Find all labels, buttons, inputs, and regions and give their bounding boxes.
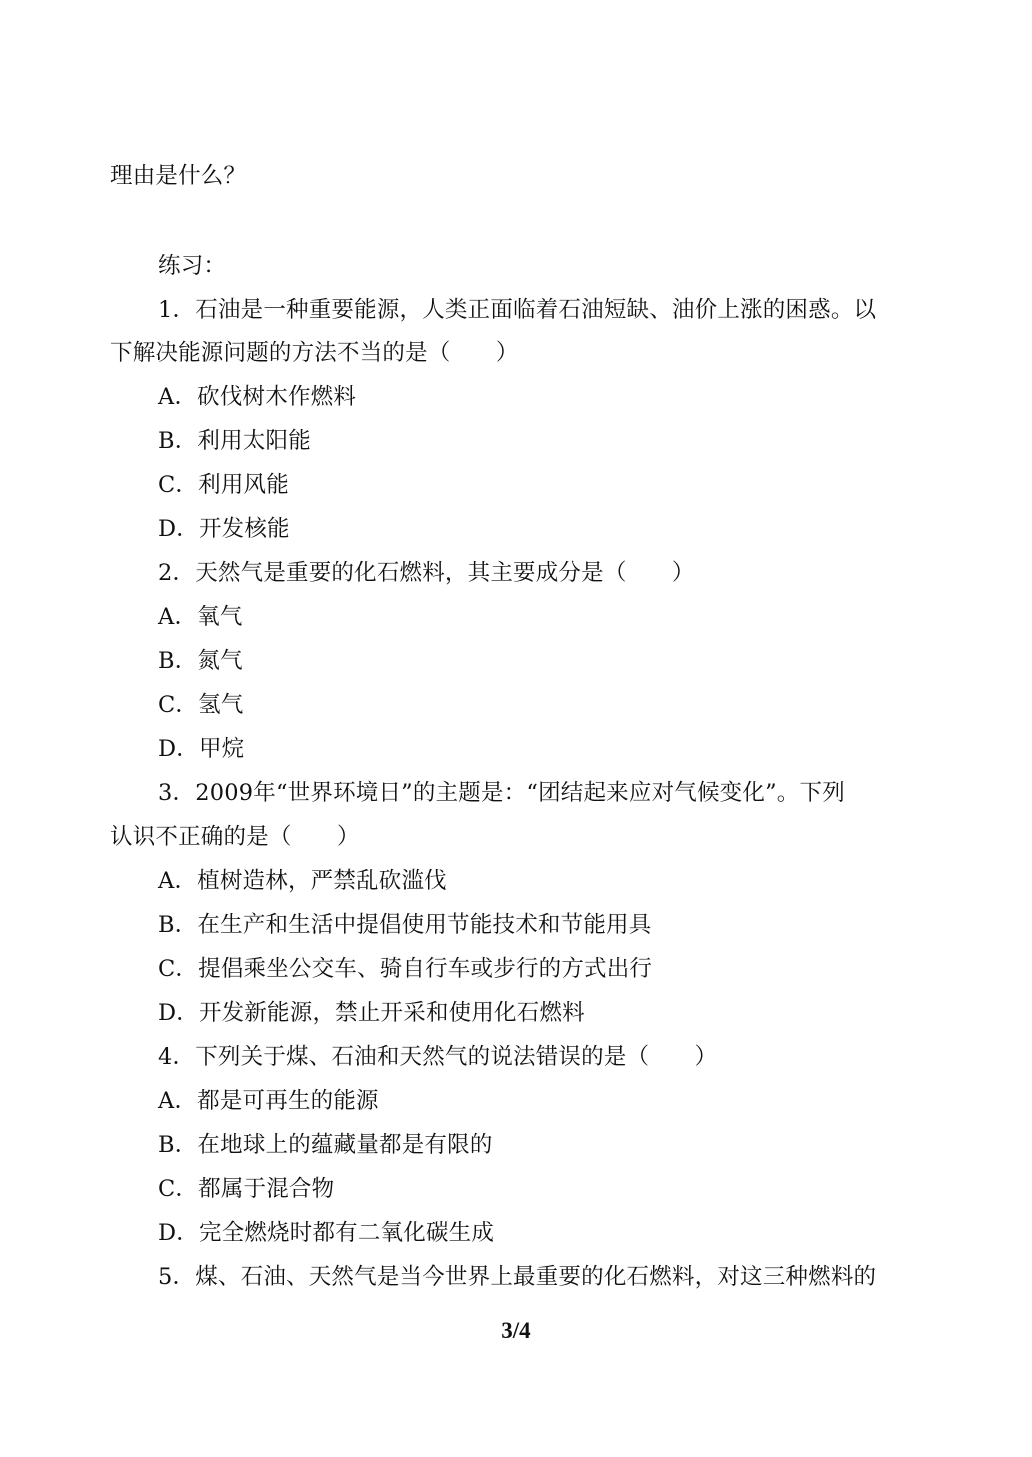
- question-3-line-1: 3．2009年“世界环境日”的主题是：“团结起来应对气候变化”。下列: [158, 780, 845, 806]
- question-1-option-b: B．利用太阳能: [158, 428, 311, 454]
- question-3-option-c: C．提倡乘坐公交车、骑自行车或步行的方式出行: [158, 956, 653, 982]
- question-4-option-c: C．都属于混合物: [158, 1176, 335, 1202]
- question-1-line-1: 1．石油是一种重要能源，人类正面临着石油短缺、油价上涨的困惑。以: [158, 297, 877, 323]
- question-4-option-b: B．在地球上的蕴藏量都是有限的: [158, 1132, 493, 1158]
- question-3-line-2: 认识不正确的是（ ）: [110, 824, 360, 850]
- question-1-option-c: C．利用风能: [158, 472, 289, 498]
- practice-heading: 练习：: [158, 253, 227, 279]
- question-3-option-d: D．开发新能源，禁止开采和使用化石燃料: [158, 1000, 585, 1026]
- question-2-option-b: B．氮气: [158, 648, 243, 674]
- question-1-option-a: A．砍伐树木作燃料: [158, 384, 357, 410]
- question-2-option-d: D．甲烷: [158, 736, 245, 762]
- page-number: 3/4: [501, 1318, 531, 1343]
- question-1-line-2: 下解决能源问题的方法不当的是（ ）: [110, 340, 519, 366]
- question-3-option-a: A．植树造林，严禁乱砍滥伐: [158, 868, 447, 894]
- question-2: 2．天然气是重要的化石燃料，其主要成分是（ ）: [158, 560, 695, 586]
- question-4-option-a: A．都是可再生的能源: [158, 1088, 379, 1114]
- question-3-option-b: B．在生产和生活中提倡使用节能技术和节能用具: [158, 912, 652, 938]
- question-2-option-a: A．氧气: [158, 604, 243, 630]
- reason-question-text: 理由是什么？: [110, 163, 247, 189]
- question-4: 4．下列关于煤、石油和天然气的说法错误的是（ ）: [158, 1044, 718, 1070]
- question-4-option-d: D．完全燃烧时都有二氧化碳生成: [158, 1220, 495, 1246]
- question-1-option-d: D．开发核能: [158, 516, 290, 542]
- question-5-line-1: 5．煤、石油、天然气是当今世界上最重要的化石燃料，对这三种燃料的: [158, 1264, 877, 1290]
- question-2-option-c: C．氢气: [158, 692, 244, 718]
